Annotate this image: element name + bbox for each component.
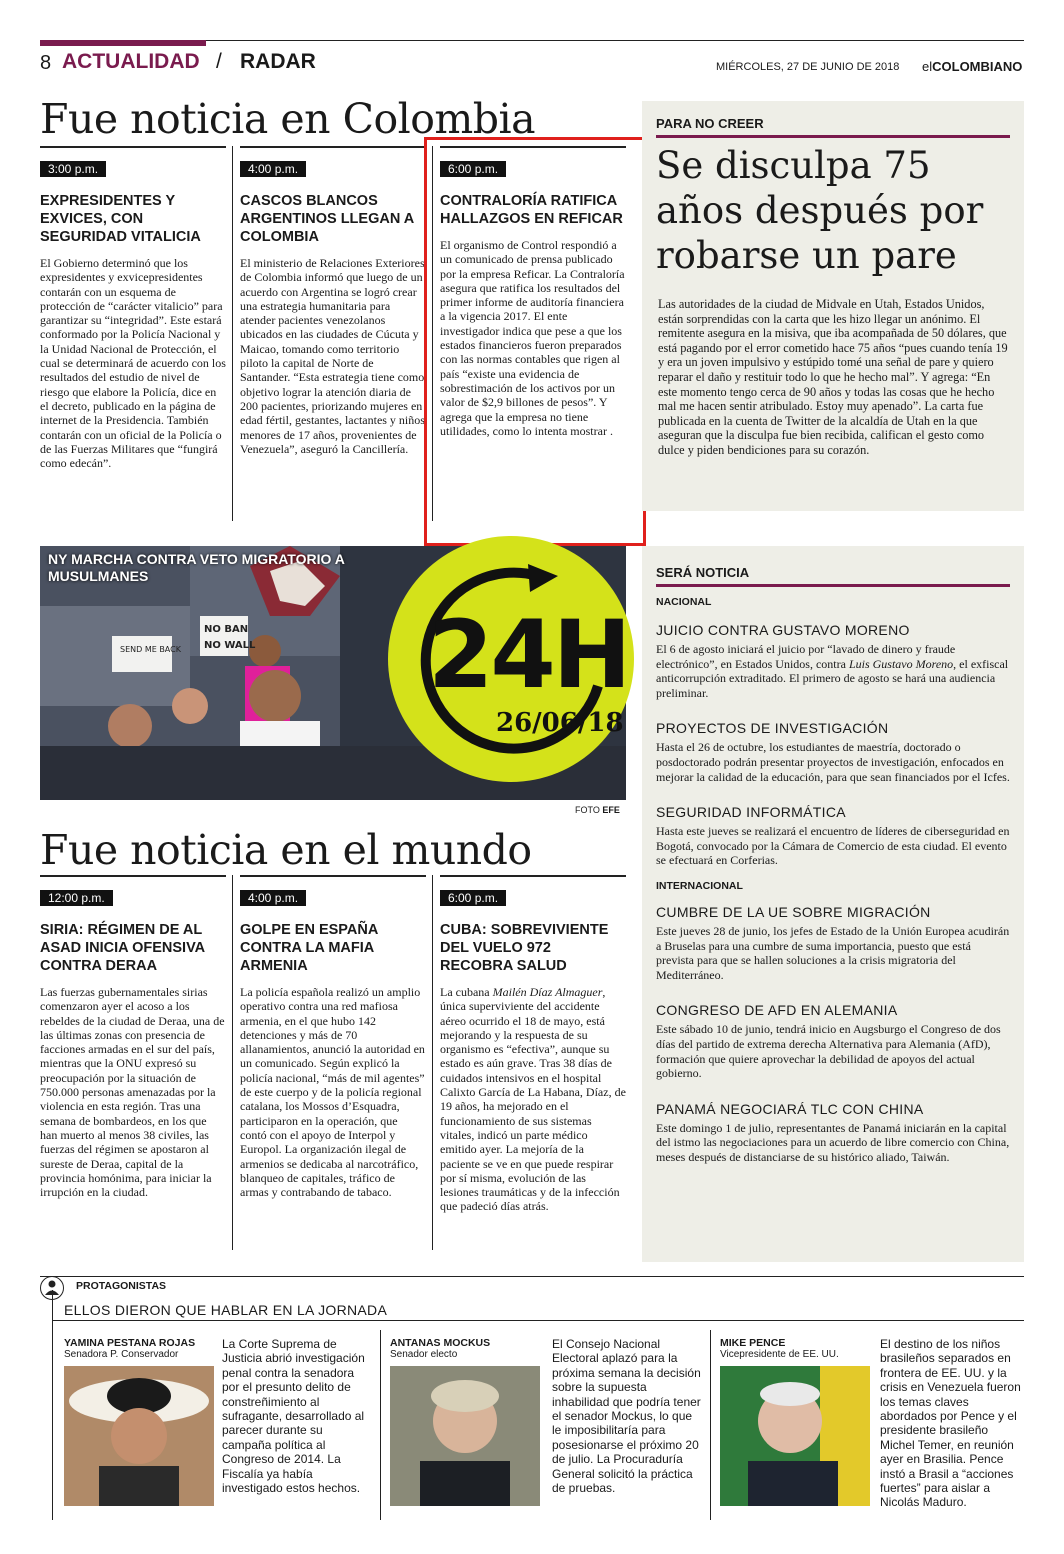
page-number: 8 xyxy=(40,52,52,74)
column-body: La policía española realizó un amplio operativo contra una red mafiosa armenia, en el que hubo 142 detenciones y más de 70 allanamientos, anunció la autoridad en un comunicado. Según explicó la policía nacional, “más de mil agentes” de este cuerpo y de la policía regional catalana, los Mossos d’Esquadra, participaron en la operación, que contó con el apoyo de Interpol y Europol. La organización ilegal de armenios se dedicaba al narcotráfico, blanqueo de capitales, tráfico de armas y contrabando de tabaco. xyxy=(240,985,425,1200)
protagonistas-rule xyxy=(40,1276,1024,1277)
column-body: El organismo de Control respondió a un comunicado de prensa publicado por la empresa Reficar. La Contraloría asegura que ratifica los resultados del primer informe de auditoría financiera a la vigencia 2017. El ente investigador indica que pese a que los estados financieros fueron preparados con las normas contables que rigen al país “existe una evidencia de sobrestimación de los activos por un valor de $2,9 billones de pesos”. Y agrega que la empresa no tiene utilidades, como lo intenta mostrar . xyxy=(440,238,625,438)
header-accent xyxy=(40,40,206,46)
person-text: El destino de los niños brasileños separados en frontera de EE. UU. y la crisis en Venezuela fueron los temas claves abordados por Pence y el presidente brasileño Michel Temer, en reunión ayer en Brasilia. Pence instó a Brasil a “acciones fuertes” para aislar a Nicolás Maduro. xyxy=(880,1337,1021,1510)
person-role: Senador electo xyxy=(390,1349,458,1360)
column-title: CUBA: SOBREVIVIENTE DEL VUELO 972 RECOBRA SALUD xyxy=(440,922,609,974)
protagonist-card-2 xyxy=(390,1337,550,1506)
column-title: CASCOS BLANCOS ARGENTINOS LLEGAN A COLOMBIA xyxy=(240,193,414,245)
sera-noticia-box xyxy=(642,546,1024,1262)
brand-logo xyxy=(922,59,1022,74)
nacional-label: NACIONAL xyxy=(656,596,712,608)
event-body: Hasta el 26 de octubre, los estudiantes de maestría, doctorado o posdoctorado podrán presentar proyectos de investigación, enfocados en mejorar la calidad de la educación, para que sean financiados por el Icfes. xyxy=(656,740,1010,784)
time-badge: 12:00 p.m. xyxy=(40,890,113,906)
photo-caption: NY MARCHA CONTRA VETO MIGRATORIO A MUSULMANES xyxy=(48,551,345,584)
body-prefix: La cubana xyxy=(440,985,493,999)
photo-credit-source: EFE xyxy=(602,805,620,815)
time-badge: 3:00 p.m. xyxy=(40,161,106,177)
time-badge: 6:00 p.m. xyxy=(440,890,506,906)
person-role: Vicepresidente de EE. UU. xyxy=(720,1349,839,1360)
mundo-headline: Fue noticia en el mundo xyxy=(40,826,532,874)
column-divider xyxy=(232,875,233,1250)
time-badge: 4:00 p.m. xyxy=(240,890,306,906)
event-title: PROYECTOS DE INVESTIGACIÓN xyxy=(656,720,889,737)
protagonistas-subtitle: ELLOS DIERON QUE HABLAR EN LA JORNADA xyxy=(64,1302,388,1318)
protagonistas-side-rule xyxy=(52,1290,53,1520)
colombia-headline: Fue noticia en Colombia xyxy=(40,95,536,143)
para-no-creer-title: Se disculpa 75 años después por robarse un pare xyxy=(656,144,984,277)
person-role: Senadora P. Conservador xyxy=(64,1349,179,1360)
section-separator: / xyxy=(216,50,222,73)
column-title: EXPRESIDENTES Y EXVICES, CON SEGURIDAD VITALICIA xyxy=(40,193,201,245)
time-badge: 6:00 p.m. xyxy=(440,161,506,177)
protest-sign-2: NO BAN xyxy=(204,624,249,635)
person-text: La Corte Suprema de Justicia abrió investigación penal contra la senadora por el presunto delito de constreñimiento al sufragante, desarrollado al parecer durante su campaña política al Congreso de 2014. La Fiscalía ya había investigado estos hechos. xyxy=(222,1337,365,1496)
protagonist-divider xyxy=(710,1330,711,1520)
person-name: MIKE PENCE xyxy=(720,1337,786,1349)
event-body: Este sábado 10 de junio, tendrá inicio en Augsburgo el Congreso de dos días del partido de extrema derecha Alternativa para Alemania (AfD), formación que quiere aprovechar la debilidad de apoyos del actual gobierno. xyxy=(656,1022,1001,1081)
column-title: SIRIA: RÉGIMEN DE AL ASAD INICIA OFENSIVA CONTRA DERAA xyxy=(40,922,205,974)
event-title: JUICIO CONTRA GUSTAVO MORENO xyxy=(656,622,910,638)
person-photo xyxy=(720,1366,870,1506)
event-title: PANAMÁ NEGOCIARÁ TLC CON CHINA xyxy=(656,1100,924,1117)
24h-badge xyxy=(388,536,634,782)
event-person-name: Luis Gustavo Moreno xyxy=(848,656,954,671)
photo-credit xyxy=(575,805,620,815)
person-photo xyxy=(64,1366,214,1506)
mundo-column-2 xyxy=(240,875,426,1199)
colombia-column-1 xyxy=(40,146,226,470)
protagonist-card-1 xyxy=(64,1337,224,1506)
mundo-column-3 xyxy=(440,875,626,1214)
24h-label: 24H xyxy=(428,601,629,710)
mundo-column-1 xyxy=(40,875,226,1199)
column-body: El ministerio de Relaciones Exteriores de Colombia informó que luego de un acuerdo con Argentina se logró crear una estrategia humanitaria para atender pacientes venezolanos ubicados en las ciudades de Cúcuta y Maicao, tomando como territorio piloto la capital de Norte de Santander. “Esta estrategia tiene como objetivo lograr la atención diaria de 200 pacientes, priorizando mujeres en edad fértil, gestantes, lactantes y niños menores de 17 años, provenientes de Venezuela”, aseguró la Cancillería. xyxy=(240,256,425,456)
body-rest: , única superviviente del accidente aéreo ocurrido el 18 de mayo, está mejorando y la respuesta de su organismo es “efectiva”, aunque su estado es aún grave. Tras 38 días de cuidados intensivos en el hospital Calixto García de La Habana, Díaz, de 19 años, ha mejorado en el funcionamiento de sus sistemas vitales, indicó un parte médico emitido ayer. La mejoría de la paciente se ve en que puede respirar por sí misma, evolución de las lesiones traumáticas y de la infección que padeció días atrás. xyxy=(440,985,626,1214)
column-title: CONTRALORÍA RATIFICA HALLAZGOS EN REFICAR xyxy=(440,193,623,227)
column-divider xyxy=(432,875,433,1250)
protagonistas-label: PROTAGONISTAS xyxy=(76,1280,167,1292)
person-photo xyxy=(390,1366,540,1506)
issue-date: MIÉRCOLES, 27 DE JUNIO DE 2018 xyxy=(716,61,900,73)
event-body-prefix: El 6 de agosto iniciará el juicio por “lavado de dinero y fraude electrónico”, en Estados Unidos, contra xyxy=(656,642,956,671)
sera-noticia-content xyxy=(656,596,1010,1164)
internacional-label: INTERNACIONAL xyxy=(656,879,743,892)
para-no-creer-box xyxy=(642,101,1024,511)
box-rule xyxy=(656,584,1010,587)
box-rule xyxy=(656,135,1010,138)
protagonist-divider xyxy=(380,1330,381,1520)
body-person-name: Mailén Díaz Almaguer xyxy=(492,985,603,999)
event-title: SEGURIDAD INFORMÁTICA xyxy=(656,804,846,821)
brand-prefix: el xyxy=(922,59,933,74)
person-name: ANTANAS MOCKUS xyxy=(390,1337,491,1349)
photo-credit-prefix: FOTO xyxy=(575,805,600,815)
person-name: YAMINA PESTANA ROJAS xyxy=(64,1337,196,1349)
protagonist-card-3 xyxy=(720,1337,880,1506)
column-body xyxy=(440,985,626,1214)
protagonistas-sub-rule xyxy=(52,1320,1024,1321)
subsection-title: RADAR xyxy=(240,50,316,73)
brand-name: COLOMBIANO xyxy=(932,59,1023,74)
event-body xyxy=(656,642,1010,700)
section-title: ACTUALIDAD xyxy=(62,50,200,73)
protest-sign-1: SEND ME BACK xyxy=(120,645,181,654)
24h-date: 26/06/18 xyxy=(496,708,624,738)
event-body: Este jueves 28 de junio, los jefes de Estado de la Unión Europea acudirán a Bruselas para una cumbre de suma importancia, puesto que está prevista para que se hallen soluciones a la crisis migratoria del Mediterráneo. xyxy=(656,923,1010,982)
box-label: PARA NO CREER xyxy=(656,116,764,131)
event-title: CUMBRE DE LA UE SOBRE MIGRACIÓN xyxy=(656,903,931,920)
box-label: SERÁ NOTICIA xyxy=(656,565,750,580)
event-body: Este domingo 1 de julio, representantes de Panamá iniciarán en la capital del istmo las negociaciones para un acuerdo de libre comercio con China, meses después de distanciarse de su histórico aliado, Taiwán. xyxy=(656,1120,1010,1164)
event-title: CONGRESO DE AFD EN ALEMANIA xyxy=(656,1002,898,1019)
time-badge: 4:00 p.m. xyxy=(240,161,306,177)
column-body: El Gobierno determinó que los expresidentes y exvicepresidentes contarán con un esquema de protección de “carácter vitalicio” para garantizar su “integridad”. Este estará conformado por la Policía Nacional y la Unidad Nacional de Protección, el cual se determinará de acuerdo con los resultados del estudio de nivel de riesgo que elabore la Policía, dice en el decreto, publicado en la página de internet de la Presidencia. También contarán con un oficial de la Policía o de las Fuerzas Militares que “fungirá como edecán”. xyxy=(40,256,226,471)
column-title: GOLPE EN ESPAÑA CONTRA LA MAFIA ARMENIA xyxy=(240,922,378,974)
column-body: Las fuerzas gubernamentales sirias comenzaron ayer el acoso a los rebeldes de la ciudad de Deraa, una de las últimas zonas con presencia de facciones armadas en el sur del país, mientras que la ONU expresó su preocupación por la situación de 750.000 personas amenazadas por la violencia en esta región. Tras una semana de bombardeos, en los que han muerto al menos 38 civiles, las fuerzas del régimen se apostaron al sureste de Deraa, capital de la provincia homónima, para iniciar la irrupción en la ciudad. xyxy=(40,985,225,1200)
para-no-creer-body: Las autoridades de la ciudad de Midvale en Utah, Estados Unidos, están sorprendidas con la carta que les hizo llegar un anónimo. El remitente asegura en la misiva, que iba acompañada de 50 dólares, que está pagando por el error cometido hace 75 años “pues cuando tenía 19 y era un joven impulsivo y estúpido tomé una señal de pare y quiero reparar el daño y restituir todo lo que he hecho mal”. Y agrega: “En este momento tengo cerca de 90 años y todas las cosas que he hecho mal me hacen sentir atribulado. Estoy muy apenado”. La carta fue publicada en la cuenta de Twitter de la alcaldía de Utah en la que aseguran que la disculpa fue bien recibida, califican el gesto como dulce y piden bendiciones para su corazón. xyxy=(658,297,1008,457)
highlight-box xyxy=(424,137,646,546)
event-body-rest: , el exfiscal anticorrupción extraditado. El primero de agosto se hará una audiencia preliminar. xyxy=(656,656,1009,700)
person-text: El Consejo Nacional Electoral aplazó para la próxima semana la decisión sobre la supuesta inhabilidad que podría tener el senador Mockus, lo que le imposibilitaría para posesionarse el próximo 20 de julio. La Procuraduría General solicitó la práctica de pruebas. xyxy=(552,1337,701,1496)
event-body: Hasta este jueves se realizará el encuentro de líderes de ciberseguridad en Bogotá, convocado por la Cámara de Comercio de esta ciudad. El evento se efectuará en Corferias. xyxy=(656,824,1010,868)
protest-sign-3: NO WALL xyxy=(204,640,256,651)
colombia-column-2 xyxy=(240,146,426,456)
column-divider xyxy=(232,146,233,521)
